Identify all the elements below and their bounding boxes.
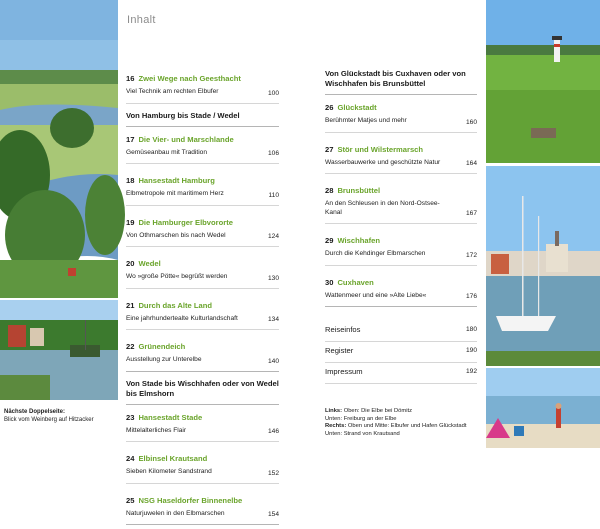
photo-glueckstadt-hafen (486, 166, 600, 366)
toc-entry[interactable] (126, 446, 279, 484)
entry-subtitle: Durch die Kehdinger Elbmarschen (325, 250, 426, 257)
entry-title: Cuxhaven (337, 277, 374, 287)
entry-title: Die Hamburger Elbvororte (138, 217, 233, 227)
toc-entry[interactable] (325, 95, 477, 133)
entry-subtitle: Mittelalterliches Flair (126, 426, 187, 434)
entry-subtitle: Viel Technik am rechten Elbufer (126, 88, 219, 95)
entry-title: Glückstadt (337, 103, 377, 112)
entry-subtitle: Eine jahrhundertealte Kulturlandschaft (126, 314, 238, 322)
entry-title: Grünendeich (138, 342, 186, 351)
toc-entry[interactable] (126, 293, 279, 331)
entry-number: 25 (126, 495, 135, 505)
toc-entry[interactable] (126, 405, 279, 443)
entry-page: 110 (268, 191, 279, 199)
entry-title: Brunsbüttel (337, 186, 381, 195)
caption-links-label: Links: (325, 408, 343, 414)
toc-entry[interactable] (126, 168, 279, 206)
entry-subtitle: An den Schleusen in den Nord-Ostsee-Kanal (325, 200, 440, 216)
entry-page: 167 (465, 210, 477, 217)
entry-page: 100 (267, 89, 279, 97)
entry-subtitle: Sieben Kilometer Sandstrand (126, 468, 212, 475)
misc-label: Register (325, 346, 354, 355)
entry-title: Durch das Alte Land (138, 300, 213, 310)
toc-entry[interactable] (126, 127, 279, 165)
entry-page: 146 (267, 428, 279, 435)
entry-title: NSG Haseldorfer Binnenelbe (138, 495, 243, 505)
toc-entry[interactable] (126, 210, 279, 248)
entry-number: 21 (126, 300, 135, 310)
entry-subtitle: Wasserbauwerke und geschützte Natur (325, 158, 441, 166)
entry-page: 164 (465, 160, 477, 167)
misc-page: 190 (465, 347, 477, 354)
photo-freiburg-elbe (0, 300, 118, 400)
entry-page: 134 (267, 316, 279, 323)
entry-title: Wischhafen (337, 236, 381, 245)
entry-subtitle: Von Othmarschen bis nach Wedel (126, 231, 226, 239)
entry-number: 23 (126, 412, 135, 422)
entry-title: Hansestadt Hamburg (138, 176, 215, 185)
entry-page: 124 (267, 233, 279, 240)
entry-number: 20 (126, 259, 135, 268)
entry-page: 172 (465, 251, 477, 259)
section-heading: Von Hamburg bis Stade / Wedel (126, 110, 240, 120)
photo-krautsand-strand (486, 368, 600, 448)
entry-number: 24 (126, 454, 135, 463)
entry-title: Hansestadt Stade (138, 412, 203, 422)
caption-rechts-text: Oben und Mitte: Elbufer und Hafen Glückstadt (347, 423, 467, 430)
entry-title: Zwei Wege nach Geesthacht (138, 74, 241, 83)
caption-links-text: Oben: Die Elbe bei Dömitz (343, 408, 413, 414)
entry-page: 106 (267, 150, 279, 157)
toc-entry[interactable] (126, 334, 279, 372)
entry-subtitle: Naturjuwelen in den Elbmarschen (126, 509, 225, 517)
entry-number: 22 (126, 342, 135, 351)
photo-captions (325, 408, 475, 438)
page-title: Inhalt (127, 14, 156, 26)
entry-number: 18 (126, 176, 135, 185)
entry-subtitle: Berühmter Matjes und mehr (325, 117, 407, 124)
entry-number: 16 (126, 74, 135, 83)
toc-misc-impressum[interactable] (325, 363, 477, 384)
entry-number: 26 (325, 103, 334, 112)
entry-subtitle: Elbmetropole mit maritimem Herz (126, 190, 224, 197)
misc-label: Reiseinfos (325, 325, 361, 334)
entry-page: 140 (267, 357, 279, 365)
caption-links-text2: Unten: Freiburg an der Elbe (325, 415, 397, 422)
entry-subtitle: Gemüseanbau mit Tradition (126, 148, 207, 156)
entry-page: 130 (267, 274, 279, 282)
misc-label: Impressum (325, 367, 363, 376)
caption-rechts-label: Rechts: (325, 423, 347, 430)
toc-entry[interactable] (325, 270, 477, 308)
toc-misc-register[interactable] (325, 342, 477, 363)
toc-entry[interactable] (126, 66, 279, 104)
section-heading: Von Stade bis Wischhafen oder von Wedel bis Elmshorn (126, 378, 279, 398)
entry-title: Die Vier- und Marschlande (138, 134, 234, 144)
photo-elbe-doemitz (0, 0, 118, 298)
photo-lighthouse (486, 0, 600, 163)
entry-subtitle: Wattenmeer und eine »Alte Liebe« (325, 291, 427, 299)
toc-entry[interactable] (126, 251, 279, 289)
entry-number: 28 (325, 186, 334, 195)
entry-title: Wedel (138, 259, 161, 268)
entry-number: 17 (126, 134, 135, 144)
toc-entry[interactable] (325, 228, 477, 266)
entry-title: Stör und Wilstermarsch (337, 144, 424, 154)
entry-title: Elbinsel Krautsand (138, 454, 208, 463)
toc-misc-reiseinfos[interactable] (325, 321, 477, 342)
toc-entry[interactable] (126, 488, 279, 526)
caption-text: Blick vom Weinberg auf Hitzacker (4, 417, 94, 423)
toc-column-right (325, 66, 477, 384)
entry-page: 152 (267, 469, 279, 477)
entry-number: 30 (325, 277, 334, 287)
entry-number: 19 (126, 217, 135, 227)
entry-number: 29 (325, 236, 334, 245)
caption-bold: Nächste Doppelseite: (4, 409, 66, 415)
misc-page: 180 (465, 326, 477, 333)
caption-rechts-text2: Unten: Strand von Krautsand (325, 430, 400, 437)
entry-page: 154 (267, 511, 279, 518)
entry-subtitle: Ausstellung zur Unterelbe (126, 356, 202, 363)
toc-column-left (126, 66, 279, 529)
entry-page: 160 (465, 118, 477, 126)
section-heading: Von Glückstadt bis Cuxhaven oder von Wischhafen bis Brunsbüttel (325, 69, 466, 88)
toc-entry[interactable] (325, 178, 477, 224)
entry-subtitle: Wo »große Pötte« begrüßt werden (126, 273, 228, 280)
misc-page: 192 (465, 368, 477, 375)
next-page-caption (4, 408, 116, 424)
toc-entry[interactable] (325, 137, 477, 175)
entry-number: 27 (325, 144, 334, 154)
entry-page: 176 (465, 293, 477, 300)
